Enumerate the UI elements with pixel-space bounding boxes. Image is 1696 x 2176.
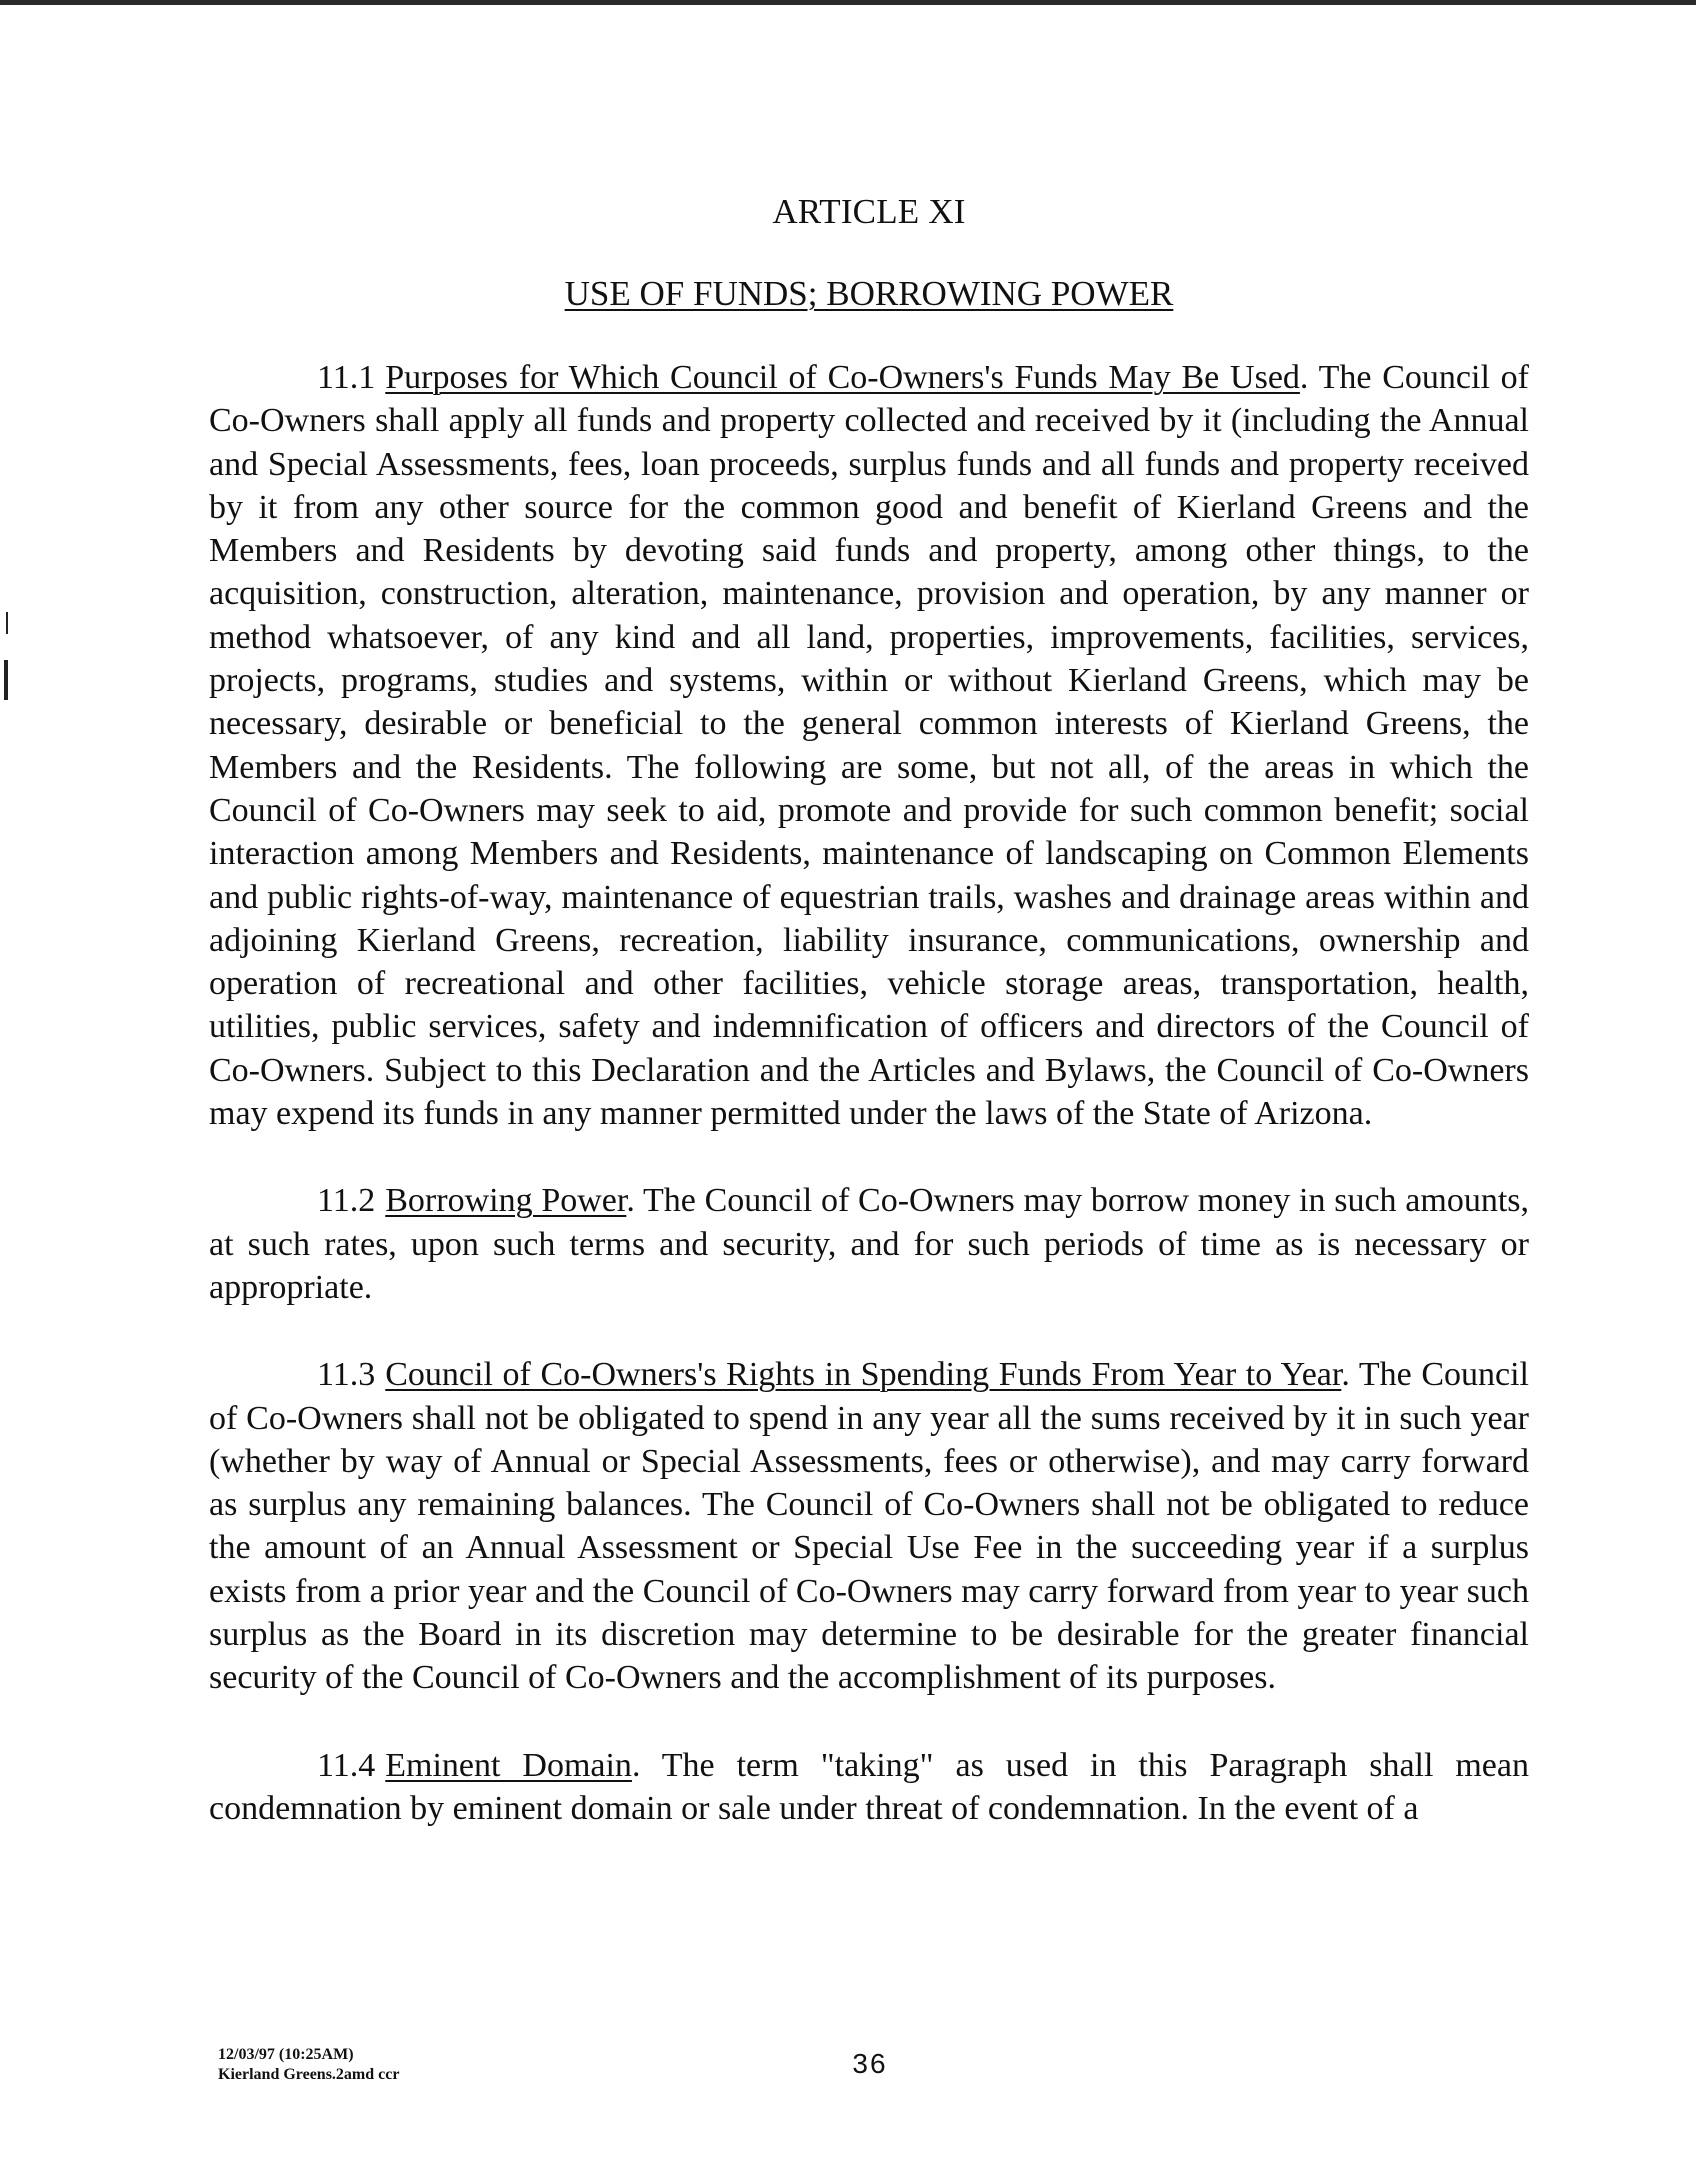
article-subtitle-text: USE OF FUNDS; BORROWING POWER	[564, 274, 1174, 313]
article-subtitle	[209, 272, 1529, 316]
section-number: 11.1	[317, 359, 376, 396]
scan-margin-mark	[6, 612, 8, 634]
section-body: The Council of Co-Owners may borrow money in such amounts, at such rates, upon such terms and security, and for such periods of time as is necessary or appropriate.	[209, 1182, 1530, 1306]
section-11-1: 11.1 Purposes for Which Council of Co-Owners's Funds May Be Used. The Council of Co-Owners shall apply all funds and property collected and received by it (including the Annual and Special Assessments, fees, loan proceeds, surplus funds and all funds and property received by it from any other source for the common good and benefit of Kierland Greens and the Members and Residents by devoting said funds and property, among other things, to the acquisition, construction, alteration, maintenance, provision and operation, by any manner or method whatsoever, of any kind and all land, properties, improvements, facilities, services, projects, programs, studies and systems, within or without Kierland Greens, which may be necessary, desirable or beneficial to the general common interests of Kierland Greens, the Members and the Residents. The following are some, but not all, of the areas in which the Council of Co-Owners may seek to aid, promote and provide for such common benefit; social interaction among Members and Residents, maintenance of landscaping on Common Elements and public rights-of-way, maintenance of equestrian trails, washes and drainage areas within and adjoining Kierland Greens, recreation, liability insurance, communications, ownership and operation of recreational and other facilities, vehicle storage areas, transportation, health, utilities, public services, safety and indemnification of officers and directors of the Council of Co-Owners. Subject to this Declaration and the Articles and Bylaws, the Council of Co-Owners may expend its funds in any manner permitted under the laws of the State of Arizona.	[209, 359, 1529, 1133]
document-page	[209, 190, 1529, 1874]
section-heading: Eminent Domain	[385, 1746, 632, 1784]
section-body: The Council of Co-Owners shall not be obligated to spend in any year all the sums received by it in such year (whether by way of Annual or Special Assessments, fees or otherwise), and may carry forward as surplus any remaining balances. The Council of Co-Owners shall not be obligated to reduce the amount of an Annual Assessment or Special Use Fee in the succeeding year if a surplus exists from a prior year and the Council of Co-Owners may carry forward from year to year such surplus as the Board in its discretion may determine to be desirable for the greater financial security of the Council of Co-Owners and the accomplishment of its purposes.	[209, 1356, 1529, 1697]
section-heading: Borrowing Power	[385, 1182, 627, 1220]
section-11-2: 11.2 Borrowing Power. The Council of Co-Owners may borrow money in such amounts, at such rates, upon such terms and security, and for such periods of time as is necessary or appropriate.	[209, 1182, 1530, 1306]
section-heading: Purposes for Which Council of Co-Owners's Funds May Be Used	[385, 359, 1300, 396]
footer-filename: Kierland Greens.2amd ccr	[218, 2066, 400, 2083]
scan-top-edge	[0, 0, 1696, 5]
section-number: 11.3	[317, 1356, 376, 1394]
section-11-4: 11.4 Eminent Domain. The term "taking" as used in this Paragraph shall mean condemnation by eminent domain or sale under threat of condemnation. In the event of a	[209, 1746, 1529, 1827]
footer-date: 12/03/97 (10:25AM)	[218, 2046, 354, 2063]
page-number: 36	[852, 2048, 888, 2079]
section-11-3: 11.3 Council of Co-Owners's Rights in Spending Funds From Year to Year. The Council of Co-Owners shall not be obligated to spend in any year all the sums received by it in such year (whether by way of Annual or Special Assessments, fees or otherwise), and may carry forward as surplus any remaining balances. The Council of Co-Owners shall not be obligated to reduce the amount of an Annual Assessment or Special Use Fee in the succeeding year if a surplus exists from a prior year and the Council of Co-Owners may carry forward from year to year such surplus as the Board in its discretion may determine to be desirable for the greater financial security of the Council of Co-Owners and the accomplishment of its purposes.	[209, 1356, 1529, 1697]
section-body: The Council of Co-Owners shall apply all funds and property collected and received by it (including the Annual and Special Assessments, fees, loan proceeds, surplus funds and all funds and property received by it from any other source for the common good and benefit of Kierland Greens and the Members and Residents by devoting said funds and property, among other things, to the acquisition, construction, alteration, maintenance, provision and operation, by any manner or method whatsoever, of any kind and all land, properties, improvements, facilities, services, projects, programs, studies and systems, within or without Kierland Greens, which may be necessary, desirable or beneficial to the general common interests of Kierland Greens, the Members and the Residents. The following are some, but not all, of the areas in which the Council of Co-Owners may seek to aid, promote and provide for such common benefit; social interaction among Members and Residents, maintenance of landscaping on Common Elements and public rights-of-way, maintenance of equestrian trails, washes and drainage areas within and adjoining Kierland Greens, recreation, liability insurance, communications, ownership and operation of recreational and other facilities, vehicle storage areas, transportation, health, utilities, public services, safety and indemnification of officers and directors of the Council of Co-Owners. Subject to this Declaration and the Articles and Bylaws, the Council of Co-Owners may expend its funds in any manner permitted under the laws of the State of Arizona.	[209, 359, 1529, 1133]
section-number: 11.2	[317, 1182, 376, 1220]
section-heading: Council of Co-Owners's Rights in Spending Funds From Year to Year	[385, 1356, 1342, 1394]
footer-file-info	[218, 2045, 399, 2085]
section-body: The term "taking" as used in this Paragraph shall mean condemnation by eminent domain or sale under threat of condemnation. In the event of a	[209, 1746, 1529, 1827]
article-title: ARTICLE XI	[772, 192, 966, 231]
section-number: 11.4	[317, 1746, 376, 1784]
scan-margin-mark	[4, 660, 8, 700]
